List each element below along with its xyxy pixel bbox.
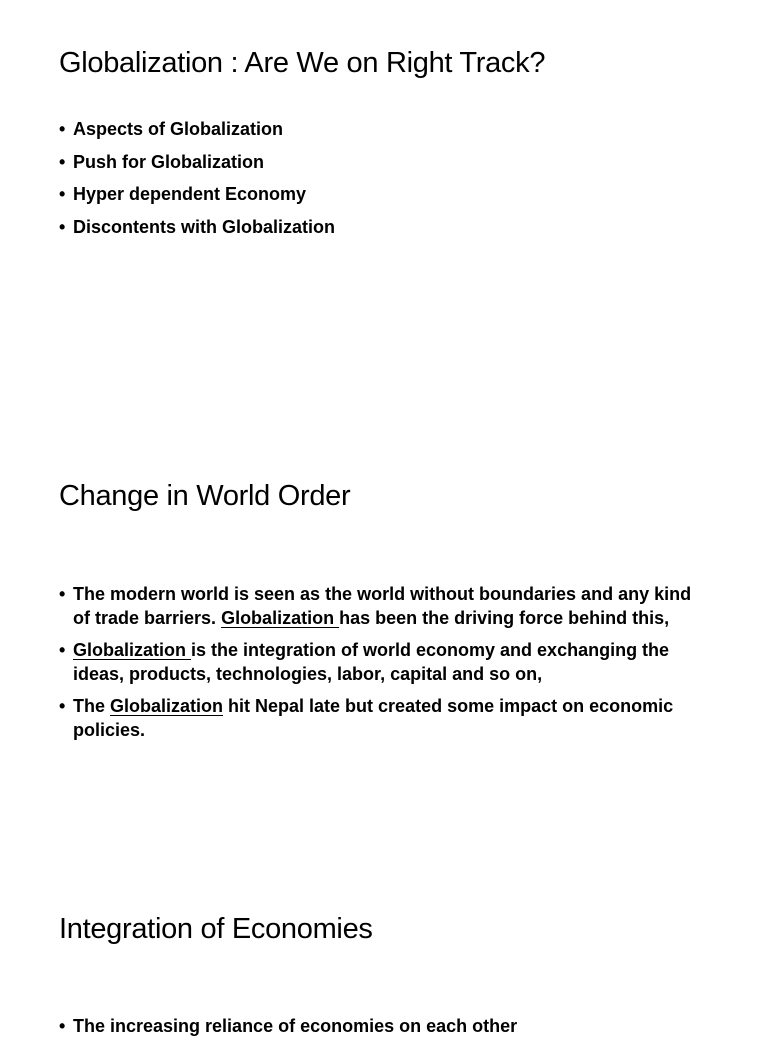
- list-item: • Discontents with Globalization: [59, 216, 336, 237]
- list-item: • Aspects of Globalization: [59, 119, 284, 139]
- globalization-term: Globalization: [221, 608, 340, 628]
- list-item: • The increasing reliance of economies on each other: [59, 1016, 518, 1036]
- slide-2: [0, 420, 768, 860]
- slide-1: [0, 0, 768, 420]
- bullet-icon: •: [59, 151, 66, 172]
- list-item: • Push for Globalization: [59, 151, 265, 172]
- list-item: • Hyper dependent Economy: [59, 184, 307, 204]
- bullet-icon: •: [59, 119, 66, 139]
- globalization-term: Globalization: [73, 640, 192, 660]
- list-item: • The Globalization hit Nepal late but created some impact on economic policies.: [59, 696, 674, 740]
- bullet-list: [59, 117, 712, 247]
- slide-title: Globalization : Are We on Right Track?: [59, 47, 546, 79]
- list-item: • The modern world is seen as the world without boundaries and any kind of trade barriers. Globalization has been the driving force behind this,: [59, 584, 692, 628]
- bullet-list: [59, 582, 712, 750]
- slide-title: Change in World Order: [59, 480, 351, 512]
- slide-title: Integration of Economies: [59, 913, 373, 945]
- bullet-icon: •: [59, 584, 66, 604]
- globalization-term: Globalization: [110, 696, 224, 716]
- bullet-icon: •: [59, 1016, 66, 1036]
- bullet-icon: •: [59, 216, 66, 237]
- bullet-list: [59, 1014, 712, 1047]
- bullet-icon: •: [59, 640, 66, 660]
- slide-3: [0, 860, 768, 1036]
- bullet-icon: •: [59, 184, 66, 204]
- bullet-icon: •: [59, 696, 66, 716]
- list-item: • Globalization is the integration of world economy and exchanging the ideas, products, technologies, labor, capital and so on,: [59, 640, 670, 684]
